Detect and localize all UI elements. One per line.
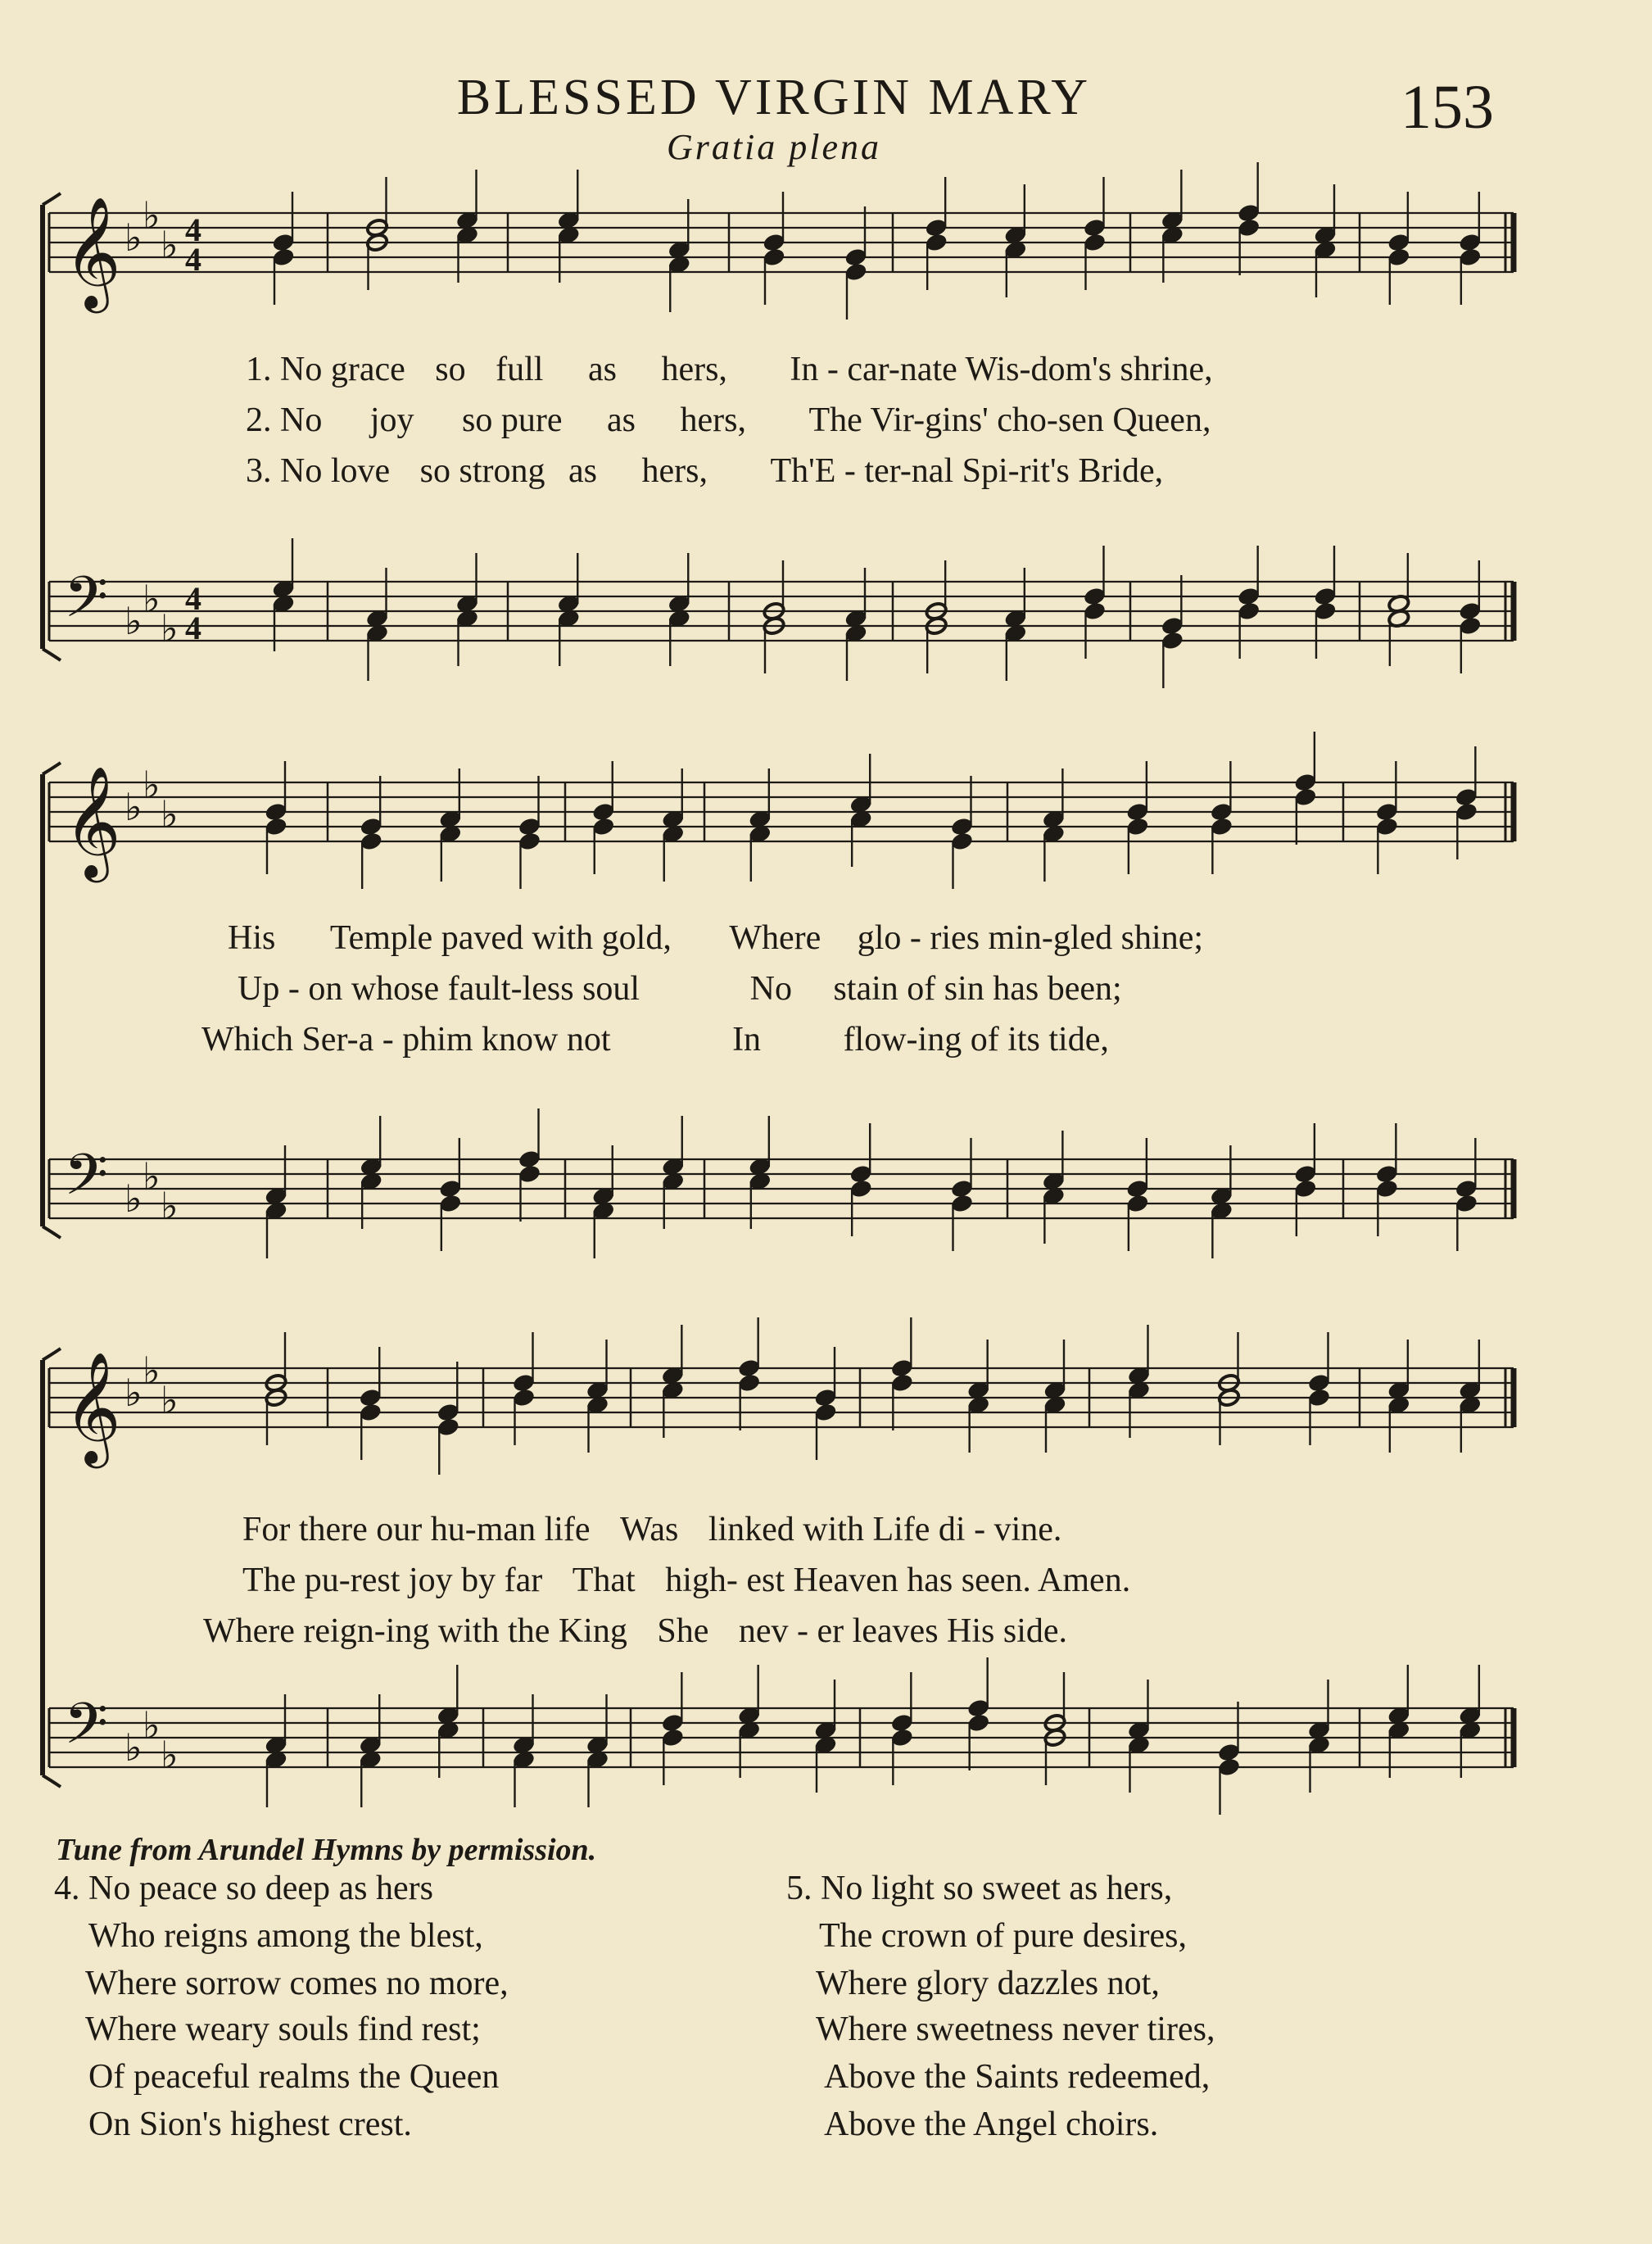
- lyric-line-3-2: The pu-rest joy by far That high- est Heaven has seen. Amen.: [242, 1562, 1131, 1599]
- flat-icon: ♭: [161, 606, 179, 651]
- verse-5-line-5: Above the Saints redeemed,: [824, 2058, 1211, 2096]
- flat-icon: ♭: [161, 1378, 179, 1422]
- flat-icon: ♭: [124, 1725, 143, 1770]
- bracket-cap: [43, 1226, 61, 1238]
- verse-4-line-4: Where weary souls find rest;: [85, 2011, 481, 2048]
- verse-5-line-2: The crown of pure desires,: [819, 1917, 1187, 1955]
- verse-5-line-1: 5. No light so sweet as hers,: [786, 1870, 1173, 1907]
- flat-icon: ♭: [143, 1703, 161, 1748]
- bass-clef-icon: 𝄢: [64, 1690, 109, 1770]
- lyric-line-1-1: 1. No grace so full as hers, In - car-nate Wis-dom's shrine,: [246, 351, 1213, 388]
- lyric-line-2-2: Up - on whose fault-less soul No stain of sin has been;: [238, 970, 1122, 1008]
- lyric-line-1-3: 3. No love so strong as hers, Th'E - ter-nal Spi-rit's Bride,: [246, 452, 1164, 490]
- treble-clef-icon: 𝄞: [64, 1350, 121, 1463]
- lyric-line-1-2: 2. No joy so pure as hers, The Vir-gins' cho-sen Queen,: [246, 401, 1211, 439]
- flat-icon: ♭: [143, 763, 161, 807]
- lyric-line-2-3: Which Ser-a - phim know not In flow-ing of its tide,: [201, 1021, 1109, 1059]
- flat-icon: ♭: [161, 792, 179, 836]
- verse-4-line-1: 4. No peace so deep as hers: [54, 1870, 433, 1907]
- flat-icon: ♭: [161, 223, 179, 267]
- flat-icon: ♭: [143, 1349, 161, 1393]
- flat-icon: ♭: [124, 599, 143, 643]
- verse-5-line-6: Above the Angel choirs.: [824, 2106, 1159, 2143]
- flat-icon: ♭: [124, 1176, 143, 1221]
- bass-clef-icon: 𝄢: [64, 564, 109, 644]
- verse-4-line-3: Where sorrow comes no more,: [85, 1965, 509, 2002]
- flat-icon: ♭: [143, 1154, 161, 1199]
- lyric-line-2-1: His Temple paved with gold, Where glo - ries min-gled shine;: [228, 919, 1204, 957]
- page-number: 153: [1401, 73, 1494, 142]
- time-signature-top: 4: [185, 211, 201, 249]
- bracket-cap: [43, 763, 61, 774]
- tune-credit: Tune from Arundel Hymns by permission.: [56, 1833, 597, 1867]
- lyric-line-3-3: Where reign-ing with the King She nev - er leaves His side.: [203, 1612, 1068, 1650]
- flat-icon: ♭: [161, 1733, 179, 1777]
- time-signature-bottom: 4: [185, 610, 201, 647]
- treble-clef-icon: 𝄞: [64, 195, 121, 308]
- flat-icon: ♭: [161, 1184, 179, 1228]
- hymn-title: BLESSED VIRGIN MARY: [456, 70, 1092, 125]
- lyric-line-3-1: For there our hu-man life Was linked with Life di - vine.: [242, 1511, 1062, 1548]
- bracket-cap: [43, 193, 61, 205]
- bass-clef-icon: 𝄢: [64, 1141, 109, 1222]
- verse-5-line-3: Where glory dazzles not,: [816, 1965, 1160, 2002]
- verse-4-line-6: On Sion's highest crest.: [88, 2106, 412, 2143]
- verse-4-line-5: Of peaceful realms the Queen: [88, 2058, 500, 2096]
- bracket-cap: [43, 1349, 61, 1360]
- flat-icon: ♭: [143, 193, 161, 238]
- time-signature-bottom: 4: [185, 241, 201, 279]
- flat-icon: ♭: [124, 785, 143, 829]
- flat-icon: ♭: [143, 577, 161, 621]
- verse-4-line-2: Who reigns among the blest,: [88, 1917, 483, 1955]
- verse-5-line-4: Where sweetness never tires,: [816, 2011, 1215, 2048]
- flat-icon: ♭: [124, 215, 143, 260]
- flat-icon: ♭: [124, 1371, 143, 1415]
- bracket-cap: [43, 649, 61, 660]
- time-signature-top: 4: [185, 580, 201, 618]
- bracket-cap: [43, 1775, 61, 1787]
- hymn-subtitle: Gratia plena: [666, 127, 882, 167]
- treble-clef-icon: 𝄞: [64, 764, 121, 877]
